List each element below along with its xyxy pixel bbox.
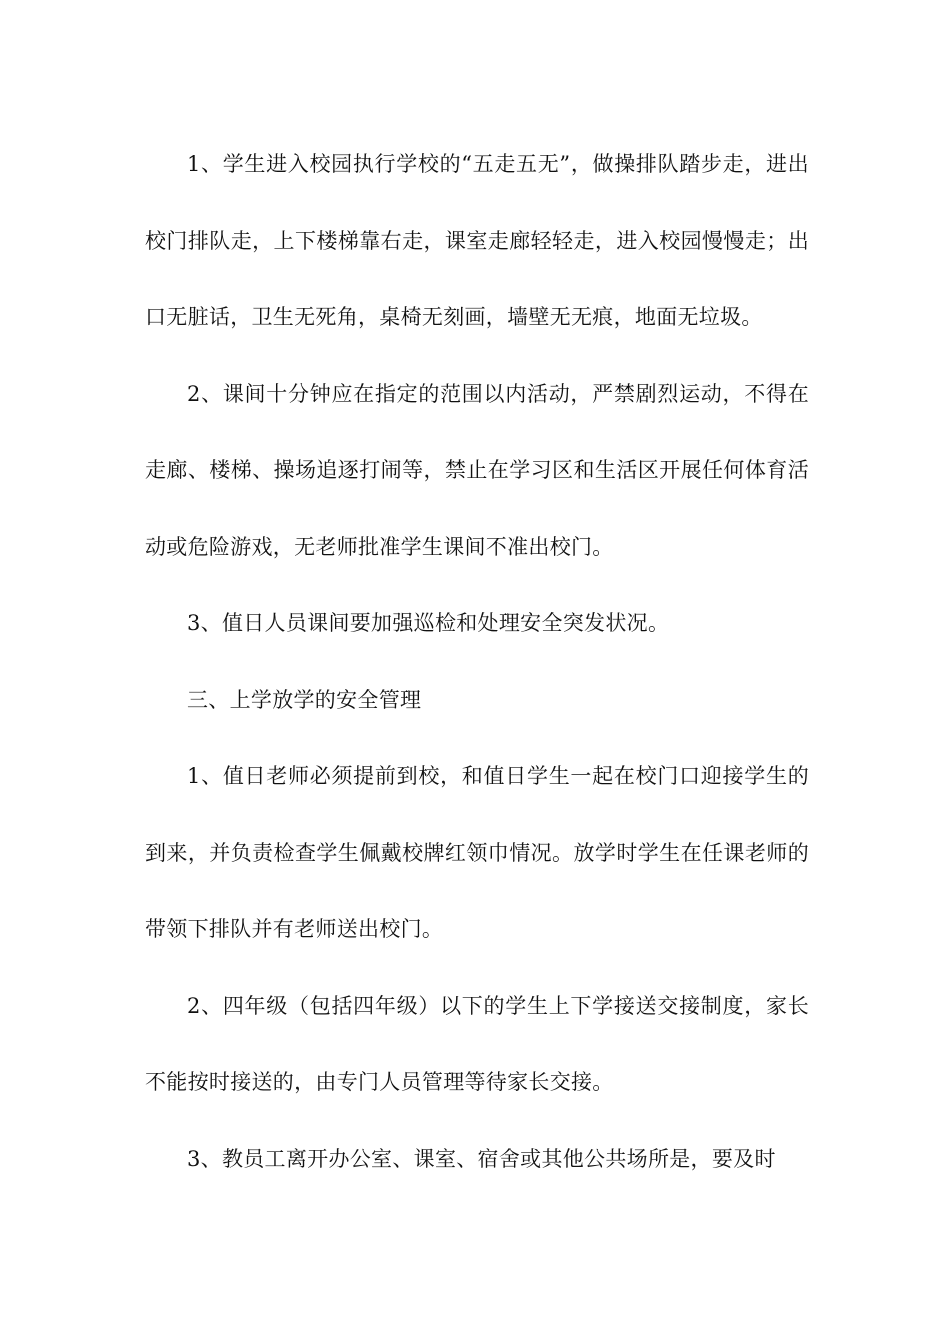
paragraph-duty-teacher-arrival: 1、值日老师必须提前到校，和值日学生一起在校门口迎接学生的到来，并负责检查学生佩戴校牌红领巾情况。放学时学生在任课老师的带领下排队并有老师送出校门。	[145, 764, 809, 941]
paragraph-break-time-rules: 2、课间十分钟应在指定的范围以内活动，严禁剧烈运动，不得在走廊、楼梯、操场追逐打闹等，禁止在学习区和生活区开展任何体育活动或危险游戏，无老师批准学生课间不准出校门。	[145, 381, 809, 559]
document-body	[145, 126, 809, 1197]
paragraph-campus-walking-rules: 1、学生进入校园执行学校的“五走五无”，做操排队踏步走，进出校门排队走，上下楼梯靠右走，课室走廊轻轻走，进入校园慢慢走；出口无脏话，卫生无死角，桌椅无刻画，墙壁无无痕，地面无垃圾。	[145, 152, 809, 329]
paragraph-duty-patrol: 3、值日人员课间要加强巡检和处理安全突发状况。	[187, 611, 670, 635]
section-heading-school-commute-safety: 三、上学放学的安全管理	[187, 687, 422, 712]
paragraph-pickup-handover: 2、四年级（包括四年级）以下的学生上下学接送交接制度，家长不能按时接送的，由专门人员管理等待家长交接。	[145, 993, 809, 1094]
paragraph-staff-leaving-rooms: 3、教员工离开办公室、课室、宿舍或其他公共场所是，要及时	[187, 1146, 776, 1171]
